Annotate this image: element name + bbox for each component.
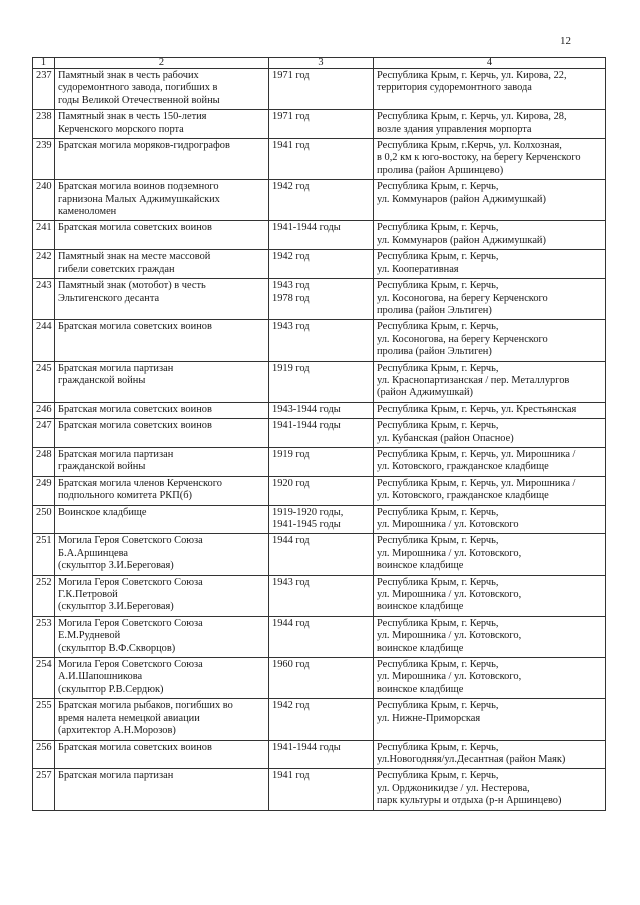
monument-date-line: 1941 год (272, 140, 310, 152)
monument-name-line: Г.К.Петровой (58, 589, 118, 601)
row-number: 240 (33, 180, 55, 221)
monument-date-cell (269, 69, 374, 110)
row-number: 254 (33, 658, 55, 699)
column-header: 2 (55, 58, 269, 69)
monument-date-cell (269, 221, 374, 250)
monument-name-line: подпольного комитета РКП(б) (58, 490, 192, 502)
monument-date-line: 1941 год (272, 770, 310, 782)
monument-address-line: воинское кладбище (377, 642, 464, 654)
monument-address-line: ул. Котовского, гражданское кладбище (377, 461, 549, 473)
monument-address-cell (374, 616, 606, 657)
monument-date-cell (269, 447, 374, 476)
monument-address-line: Республика Крым, г. Керчь, ул. Мирошника / (377, 448, 576, 460)
monument-date-line: 1942 год (272, 181, 310, 193)
monument-date-line: 1919 год (272, 362, 310, 374)
row-number: 256 (33, 740, 55, 769)
monument-name-line: (скульптор З.И.Береговая) (58, 560, 174, 572)
monument-address-line: Республика Крым, г. Керчь, (377, 222, 499, 234)
monument-date-cell (269, 250, 374, 279)
monument-date-line: 1943 год (272, 280, 310, 292)
monument-date-line: 1920 год (272, 477, 310, 489)
monument-date-cell (269, 575, 374, 616)
monument-address-cell (374, 740, 606, 769)
monument-address-line: парк культуры и отдыха (р-н Аршинцево) (377, 795, 562, 807)
monuments-table (32, 57, 606, 811)
monument-date-line: 1978 год (272, 292, 310, 304)
page-number: 12 (560, 35, 571, 47)
monument-name-line: Памятный знак в честь 150-летия (58, 111, 207, 123)
monument-address-line: ул. Краснопартизанская / пер. Металлургов (377, 374, 570, 386)
monument-address-cell (374, 419, 606, 448)
monument-address-line: пролива (район Эльтиген) (377, 346, 492, 358)
monument-address-line: воинское кладбище (377, 683, 464, 695)
column-header: 1 (33, 58, 55, 69)
table-row (33, 320, 606, 361)
monument-date-line: 1941-1944 годы (272, 420, 341, 432)
table-row (33, 740, 606, 769)
monument-address-line: Республика Крым, г. Керчь, (377, 362, 499, 374)
table-row (33, 447, 606, 476)
monument-address-line: пролива (район Аршинцево) (377, 164, 504, 176)
row-number: 257 (33, 769, 55, 810)
row-number: 246 (33, 402, 55, 418)
monument-address-line: Республика Крым, г. Керчь, ул. Мирошника / (377, 477, 576, 489)
monument-name-line: каменоломен (58, 206, 117, 218)
monument-name-line: Могила Героя Советского Союза (58, 659, 203, 671)
monument-date-cell (269, 320, 374, 361)
monument-address-cell (374, 221, 606, 250)
monument-address-cell (374, 110, 606, 139)
monument-address-line: ул. Мирошника / ул. Котовского, (377, 547, 522, 559)
monument-address-line: Республика Крым, г. Керчь, (377, 741, 499, 753)
monument-name-cell (55, 279, 269, 320)
monument-name-line: А.И.Шапошникова (58, 671, 143, 683)
monument-address-line: воинское кладбище (377, 560, 464, 572)
monument-address-line: Республика Крым, г.Керчь, ул. Колхозная, (377, 140, 562, 152)
row-number: 253 (33, 616, 55, 657)
monument-date-line: 1941-1944 годы (272, 741, 341, 753)
monument-date-cell (269, 279, 374, 320)
monument-address-line: ул. Коммунаров (район Аджимушкай) (377, 234, 546, 246)
row-number: 252 (33, 575, 55, 616)
table-row (33, 221, 606, 250)
monument-address-line: ул. Косоногова, на берегу Керченского (377, 333, 548, 345)
monument-name-line: Памятный знак на месте массовой (58, 251, 211, 263)
monument-date-cell (269, 419, 374, 448)
monument-name-cell (55, 110, 269, 139)
monument-name-cell (55, 402, 269, 418)
monument-date-cell (269, 180, 374, 221)
monument-name-line: Братская могила моряков-гидрографов (58, 140, 230, 152)
table-row (33, 769, 606, 810)
monument-name-line: Памятный знак (мотобот) в честь (58, 280, 206, 292)
monument-address-line: ул.Новогодняя/ул.Десантная (район Маяк) (377, 753, 566, 765)
monument-name-line: Братская могила партизан (58, 362, 174, 374)
monument-address-line: Республика Крым, г. Керчь, (377, 770, 499, 782)
monument-address-cell (374, 575, 606, 616)
row-number: 243 (33, 279, 55, 320)
monument-name-line: Братская могила воинов подземного (58, 181, 219, 193)
monument-address-cell (374, 139, 606, 180)
monument-address-line: ул. Коммунаров (район Аджимушкай) (377, 193, 546, 205)
row-number: 237 (33, 69, 55, 110)
monument-name-cell (55, 139, 269, 180)
monument-name-line: (скульптор В.Ф.Скворцов) (58, 642, 176, 654)
monument-address-line: Республика Крым, г. Керчь, (377, 280, 499, 292)
monument-name-line: (скульптор Р.В.Сердюк) (58, 683, 164, 695)
monument-address-line: ул. Мирошника / ул. Котовского, (377, 671, 522, 683)
monument-address-line: воинское кладбище (377, 601, 464, 613)
monument-address-line: Республика Крым, г. Керчь, ул. Кирова, 22, (377, 70, 567, 81)
monument-address-line: территория судоремонтного завода (377, 82, 532, 94)
monument-date-cell (269, 740, 374, 769)
table-row (33, 419, 606, 448)
monument-date-cell (269, 361, 374, 402)
monument-address-line: ул. Кооперативная (377, 263, 459, 275)
table-row (33, 699, 606, 740)
monument-name-cell (55, 221, 269, 250)
row-number: 249 (33, 476, 55, 505)
monument-address-line: Республика Крым, г. Керчь, (377, 535, 499, 547)
monument-name-line: Братская могила советских воинов (58, 321, 212, 333)
table-row (33, 180, 606, 221)
monument-name-line: годы Великой Отечественной войны (58, 94, 220, 106)
table-row (33, 361, 606, 402)
monument-date-cell (269, 699, 374, 740)
monument-date-line: 1941-1945 годы (272, 519, 341, 530)
monument-name-line: Братская могила советских воинов (58, 403, 212, 415)
row-number: 238 (33, 110, 55, 139)
monument-date-line: 1943-1944 годы (272, 403, 341, 415)
monument-address-line: Республика Крым, г. Керчь, (377, 576, 499, 588)
monument-address-line: Республика Крым, г. Керчь, (377, 420, 499, 432)
monument-name-line: Керченского морского порта (58, 123, 184, 135)
table-row (33, 658, 606, 699)
monument-date-cell (269, 139, 374, 180)
table-row (33, 69, 606, 110)
monument-date-line: 1919-1920 годы, (272, 506, 344, 518)
monument-name-cell (55, 575, 269, 616)
table-row (33, 616, 606, 657)
monument-name-line: гарнизона Малых Аджимушкайских (58, 193, 220, 205)
monument-address-cell (374, 180, 606, 221)
monument-address-line: Республика Крым, г. Керчь, (377, 506, 499, 518)
monument-name-line: (скульптор З.И.Береговая) (58, 601, 174, 613)
monument-name-cell (55, 534, 269, 575)
monument-date-line: 1943 год (272, 576, 310, 588)
monument-address-cell (374, 402, 606, 418)
row-number: 251 (33, 534, 55, 575)
monument-name-line: Эльтигенского десанта (58, 292, 160, 304)
monument-address-line: в 0,2 км к юго-востоку, на берегу Керченского (377, 152, 581, 164)
monument-address-line: ул. Нижне-Приморская (377, 712, 481, 724)
monument-date-line: 1960 год (272, 659, 310, 671)
monument-name-line: Могила Героя Советского Союза (58, 617, 203, 629)
monument-address-line: Республика Крым, г. Керчь, (377, 700, 499, 712)
monument-date-line: 1944 год (272, 535, 310, 547)
monument-address-cell (374, 769, 606, 810)
monument-name-cell (55, 769, 269, 810)
monument-name-line: Братская могила советских воинов (58, 420, 212, 432)
row-number: 239 (33, 139, 55, 180)
monument-address-line: Республика Крым, г. Керчь, (377, 321, 499, 333)
row-number: 255 (33, 699, 55, 740)
monument-name-cell (55, 476, 269, 505)
monument-name-line: Памятный знак в честь рабочих (58, 70, 199, 81)
monument-name-line: Братская могила советских воинов (58, 741, 212, 753)
table-row (33, 575, 606, 616)
monument-address-cell (374, 658, 606, 699)
table-row (33, 250, 606, 279)
monument-address-line: Республика Крым, г. Керчь, (377, 617, 499, 629)
monument-name-line: Братская могила советских воинов (58, 222, 212, 234)
monument-address-line: ул. Мирошника / ул. Котовского (377, 519, 519, 530)
monument-name-line: Братская могила партизан (58, 770, 174, 782)
monument-name-line: судоремонтного завода, погибших в (58, 82, 218, 94)
monument-address-line: Республика Крым, г. Керчь, ул. Кирова, 28, (377, 111, 567, 123)
monument-address-line: (район Аджимушкай) (377, 387, 474, 399)
monument-address-line: Республика Крым, г. Керчь, ул. Крестьянская (377, 403, 577, 415)
column-header: 3 (269, 58, 374, 69)
monument-date-cell (269, 110, 374, 139)
table-row (33, 505, 606, 534)
monument-address-cell (374, 279, 606, 320)
table-row (33, 279, 606, 320)
monument-name-line: (архитектор А.Н.Морозов) (58, 725, 176, 737)
monument-address-line: ул. Косоногова, на берегу Керченского (377, 292, 548, 304)
monument-name-line: Могила Героя Советского Союза (58, 535, 203, 547)
monument-address-line: ул. Орджоникидзе / ул. Нестерова, (377, 782, 530, 794)
monument-name-cell (55, 69, 269, 110)
monument-name-cell (55, 447, 269, 476)
monument-address-cell (374, 699, 606, 740)
monument-date-line: 1919 год (272, 448, 310, 460)
monument-date-cell (269, 658, 374, 699)
row-number: 245 (33, 361, 55, 402)
monument-date-line: 1942 год (272, 700, 310, 712)
monument-date-cell (269, 534, 374, 575)
monument-name-cell (55, 658, 269, 699)
monument-address-cell (374, 447, 606, 476)
monument-name-line: Братская могила рыбаков, погибших во (58, 700, 233, 712)
table-row (33, 476, 606, 505)
table-row (33, 110, 606, 139)
monument-name-line: гражданской войны (58, 374, 146, 386)
monument-date-cell (269, 476, 374, 505)
monument-address-line: пролива (район Эльтиген) (377, 304, 492, 316)
monument-name-cell (55, 419, 269, 448)
monument-address-cell (374, 250, 606, 279)
monument-address-line: ул. Котовского, гражданское кладбище (377, 490, 549, 502)
monument-name-cell (55, 320, 269, 361)
monument-name-line: Е.М.Рудневой (58, 630, 121, 642)
table-body (33, 69, 606, 811)
monument-name-line: гражданской войны (58, 461, 146, 473)
monument-address-line: Республика Крым, г. Керчь, (377, 181, 499, 193)
monument-date-line: 1942 год (272, 251, 310, 263)
table-row (33, 534, 606, 575)
monument-name-line: Братская могила партизан (58, 448, 174, 460)
row-number: 247 (33, 419, 55, 448)
monument-address-line: возле здания управления морпорта (377, 123, 532, 135)
monument-name-line: Воинское кладбище (58, 506, 147, 518)
table-row (33, 402, 606, 418)
monument-name-line: гибели советских граждан (58, 263, 175, 275)
monument-name-line: Могила Героя Советского Союза (58, 576, 203, 588)
monument-name-cell (55, 180, 269, 221)
monument-address-cell (374, 320, 606, 361)
monument-address-cell (374, 505, 606, 534)
monument-name-line: Б.А.Аршинцева (58, 547, 129, 559)
row-number: 244 (33, 320, 55, 361)
monument-address-cell (374, 361, 606, 402)
monument-date-line: 1944 год (272, 617, 310, 629)
monument-date-cell (269, 769, 374, 810)
monument-name-line: время налета немецкой авиации (58, 712, 200, 724)
monument-date-cell (269, 402, 374, 418)
monument-date-line: 1943 год (272, 321, 310, 333)
monument-address-line: Республика Крым, г. Керчь, (377, 251, 499, 263)
monument-address-cell (374, 69, 606, 110)
monument-address-cell (374, 476, 606, 505)
column-header: 4 (374, 58, 606, 69)
monument-date-line: 1941-1944 годы (272, 222, 341, 234)
table-header-row (33, 58, 606, 69)
monument-address-line: ул. Кубанская (район Опасное) (377, 432, 514, 444)
row-number: 241 (33, 221, 55, 250)
monument-name-line: Братская могила членов Керченского (58, 477, 222, 489)
table-row (33, 139, 606, 180)
monument-date-cell (269, 616, 374, 657)
monument-address-line: ул. Мирошника / ул. Котовского, (377, 630, 522, 642)
monument-name-cell (55, 361, 269, 402)
monument-name-cell (55, 699, 269, 740)
monument-name-cell (55, 616, 269, 657)
monument-name-cell (55, 740, 269, 769)
monument-date-line: 1971 год (272, 70, 310, 81)
monument-date-line: 1971 год (272, 111, 310, 123)
monument-name-cell (55, 505, 269, 534)
row-number: 242 (33, 250, 55, 279)
row-number: 250 (33, 505, 55, 534)
monument-address-cell (374, 534, 606, 575)
monument-name-cell (55, 250, 269, 279)
row-number: 248 (33, 447, 55, 476)
monument-address-line: Республика Крым, г. Керчь, (377, 659, 499, 671)
monument-date-cell (269, 505, 374, 534)
monument-address-line: ул. Мирошника / ул. Котовского, (377, 589, 522, 601)
